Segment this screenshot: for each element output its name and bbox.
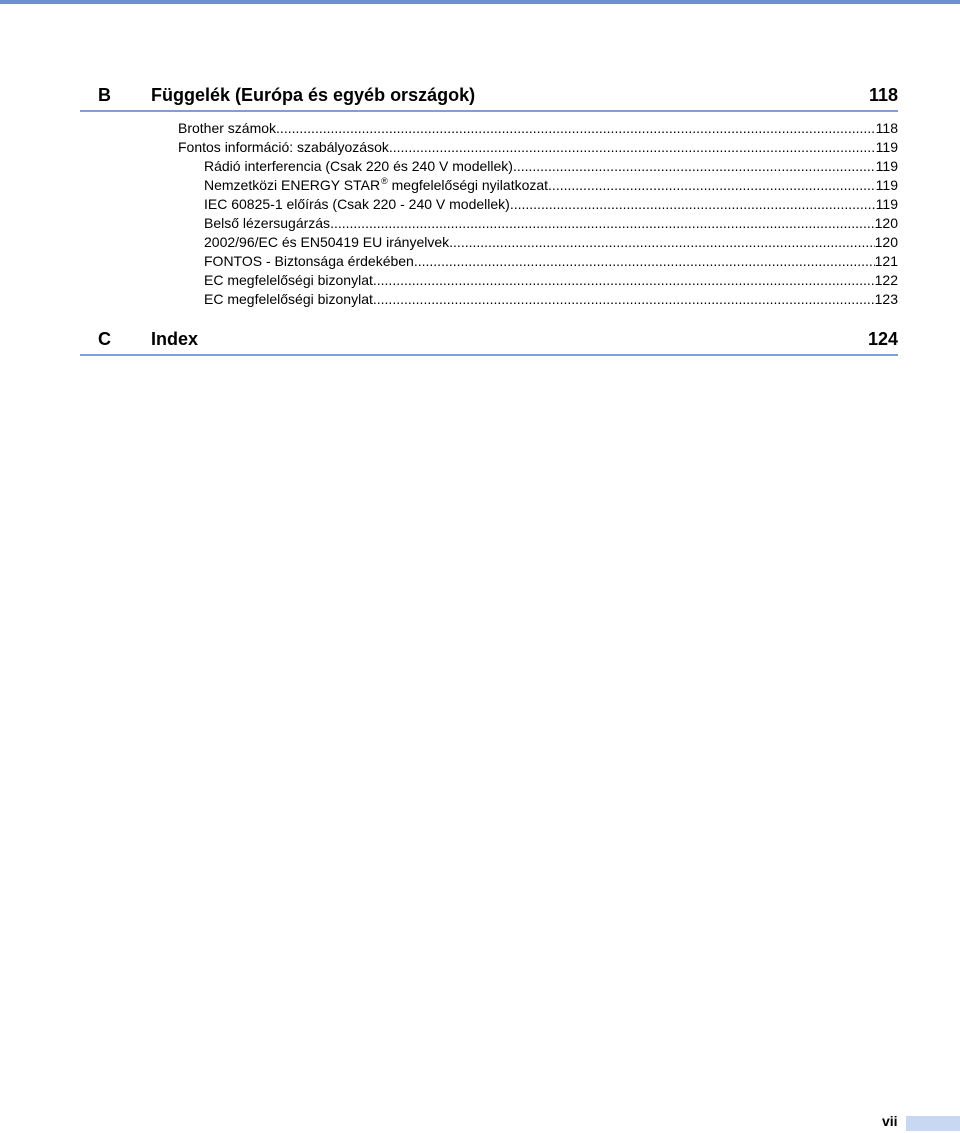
registered-mark: ® (381, 176, 388, 186)
toc-entry[interactable] (204, 233, 898, 252)
dot-leader (513, 157, 876, 176)
toc-entries (80, 119, 898, 309)
toc-entry[interactable] (204, 252, 898, 271)
dot-leader (449, 233, 874, 252)
toc-entry[interactable] (178, 119, 898, 138)
toc-entry-label: FONTOS - Biztonsága érdekében (204, 253, 414, 269)
toc-entry-label: 2002/96/EC és EN50419 EU irányelvek (204, 234, 450, 250)
toc-entry-label: Brother számok (178, 120, 277, 136)
toc-entry-label-rest: megfelelőségi nyilatkozat (387, 177, 549, 193)
dot-leader (548, 176, 876, 195)
toc-entry-label: EC megfelelőségi bizonylat (204, 272, 373, 288)
toc-entry-label (204, 176, 548, 195)
toc-entry-label: Fontos információ: szabályozások (178, 139, 389, 155)
toc-entry-label: Rádió interferencia (Csak 220 és 240 V modellek) (204, 158, 513, 174)
dot-leader (414, 252, 875, 271)
toc-entry-page: 121 (874, 253, 898, 269)
toc-entry-page: 119 (875, 177, 898, 193)
toc-entry-page: 119 (875, 139, 898, 155)
dot-leader (373, 290, 875, 309)
dot-leader (389, 138, 876, 157)
chapter-title: Index (151, 329, 199, 349)
top-rule (0, 0, 960, 4)
toc-entry-label: Belső lézersugárzás (204, 215, 331, 231)
chapter-title: Függelék (Európa és egyéb országok) (151, 85, 476, 105)
toc-entry-page: 123 (874, 291, 898, 307)
toc-entry-page: 120 (874, 234, 898, 250)
chapter-letter: C (98, 329, 111, 349)
chapter-heading-b[interactable] (80, 84, 898, 112)
toc-entry[interactable] (204, 157, 898, 176)
chapter-page-number: 118 (868, 85, 898, 105)
toc-entry[interactable] (204, 176, 898, 195)
toc-entry[interactable] (178, 138, 898, 157)
dot-leader (276, 119, 876, 138)
toc-entry[interactable] (204, 290, 898, 309)
dot-leader (373, 271, 875, 290)
toc-entry[interactable] (204, 195, 898, 214)
toc-entry[interactable] (204, 214, 898, 233)
dot-leader (510, 195, 876, 214)
chapter-letter: B (98, 85, 111, 105)
toc-entry[interactable] (204, 271, 898, 290)
toc-entry-label: EC megfelelőségi bizonylat (204, 291, 373, 307)
dot-leader (330, 214, 875, 233)
footer-page-number: vii (882, 1113, 898, 1129)
toc-entry-label-main: Nemzetközi ENERGY STAR (204, 177, 381, 193)
footer-bar (906, 1116, 960, 1131)
chapter-heading-c[interactable] (80, 328, 898, 356)
toc-entry-page: 122 (874, 272, 898, 288)
toc-entry-page: 119 (875, 196, 898, 212)
chapter-page-number: 124 (867, 329, 898, 349)
toc-entry-page: 120 (874, 215, 898, 231)
toc-entry-page: 118 (875, 120, 898, 136)
toc-entry-page: 119 (875, 158, 898, 174)
toc-entry-label: IEC 60825-1 előírás (Csak 220 - 240 V modellek) (204, 196, 510, 212)
